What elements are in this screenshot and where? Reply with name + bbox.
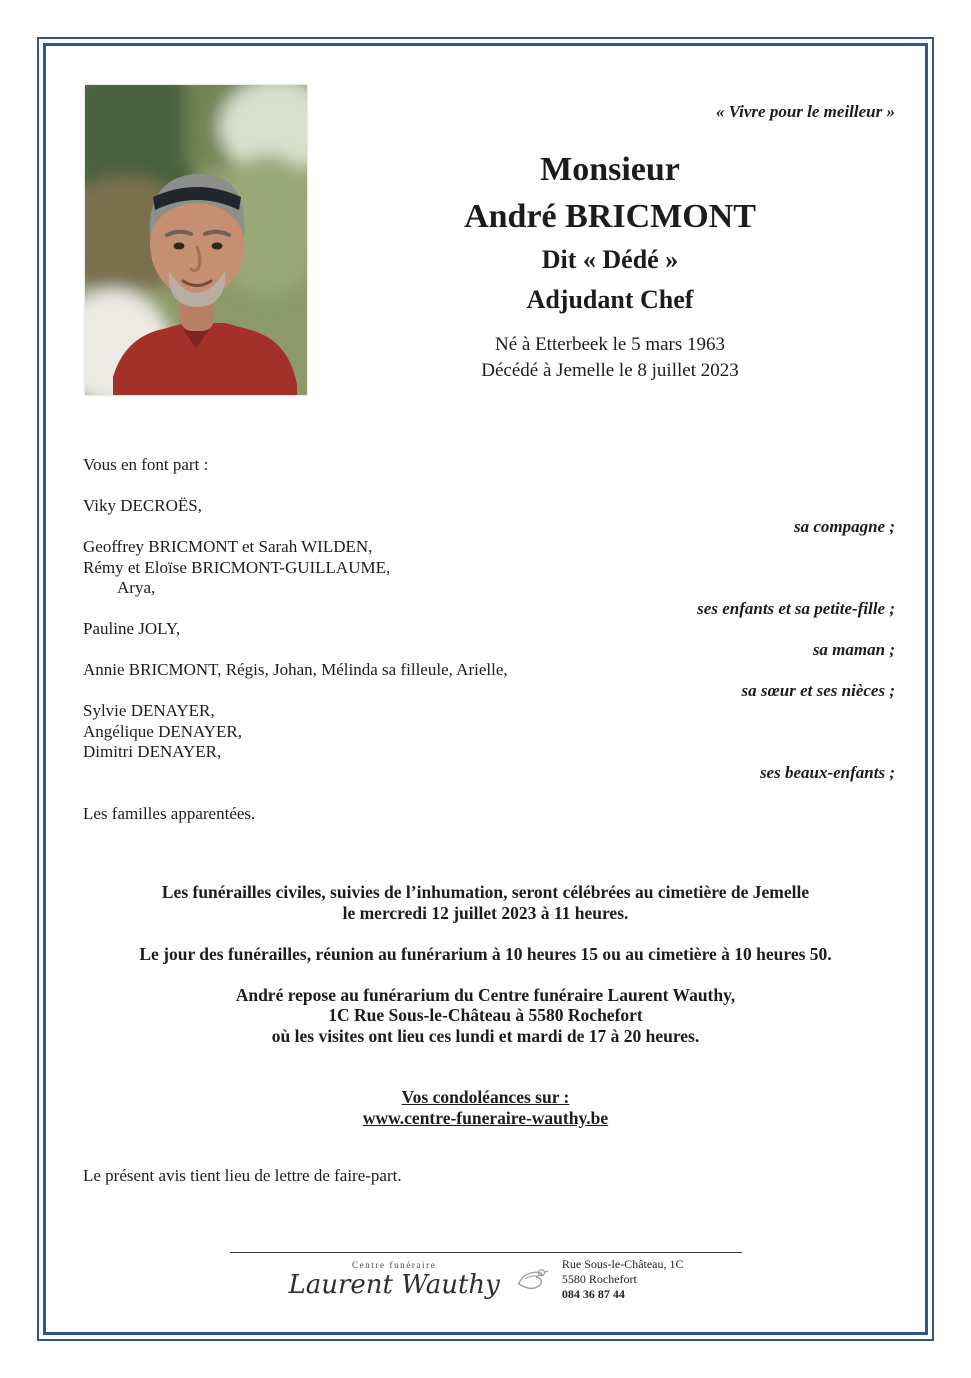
condolences-label: Vos condoléances sur :	[401, 1087, 570, 1107]
repose-line-1: André repose au funérarium du Centre funéraire Laurent Wauthy,	[235, 984, 736, 1005]
memorial-quote: « Vivre pour le meilleur »	[716, 102, 895, 121]
family-member-line: Viky DECROËS,	[83, 496, 202, 515]
funeral-home-address	[562, 1257, 684, 1302]
address-city: 5580 Rochefort	[561, 1272, 637, 1286]
families-closing-line: Les familles apparentées.	[83, 803, 256, 823]
relation-label: ses beaux-enfants ;	[759, 762, 895, 782]
repose-line-3: où les visites ont lieu ces lundi et mardi de 17 à 20 heures.	[271, 1025, 700, 1046]
funeral-home-logo	[288, 1260, 499, 1300]
repose-info	[0, 985, 971, 1047]
deceased-name: André BRICMONT	[464, 198, 756, 235]
dove-icon	[512, 1258, 550, 1301]
deceased-dates	[330, 332, 890, 384]
family-member-line: Pauline JOLY,	[83, 619, 181, 638]
funeral-home-name: Laurent Wauthy	[288, 1269, 500, 1300]
deceased-header	[330, 146, 890, 384]
family-member-line: Angélique DENAYER,	[83, 721, 242, 741]
birth-line: Né à Etterbeek le 5 mars 1963	[494, 334, 726, 355]
footer	[230, 1252, 742, 1302]
announcement-intro: Vous en font part :	[83, 455, 209, 474]
meeting-line: Le jour des funérailles, réunion au funérarium à 10 heures 15 ou au cimetière à 10 heures 50.	[139, 943, 832, 964]
deceased-nickname: Dit « Dédé »	[541, 245, 679, 274]
meeting-info	[0, 944, 971, 965]
funeral-line-1: Les funérailles civiles, suivies de l’inhumation, seront célébrées au cimetière de Jemelle	[161, 882, 810, 902]
ceremony-details	[0, 882, 971, 1149]
deceased-title: Monsieur	[540, 151, 680, 188]
address-street: Rue Sous-le-Château, 1C	[561, 1257, 684, 1271]
relation-label: ses enfants et sa petite-fille ;	[697, 598, 895, 618]
family-member-line: Dimitri DENAYER,	[83, 742, 222, 761]
relation-label: sa compagne ;	[793, 516, 895, 536]
deceased-rank: Adjudant Chef	[526, 285, 694, 314]
family-member-line: Arya,	[117, 578, 156, 597]
family-member-line: Rémy et Eloïse BRICMONT-GUILLAUME,	[83, 557, 391, 577]
family-member-line: Geoffrey BRICMONT et Sarah WILDEN,	[83, 537, 373, 556]
portrait-illustration	[85, 85, 307, 395]
repose-line-2: 1C Rue Sous-le-Château à 5580 Rochefort	[328, 1005, 643, 1025]
relation-label: sa maman ;	[812, 639, 895, 659]
funeral-announcement	[0, 882, 971, 923]
death-line: Décédé à Jemelle le 8 juillet 2023	[481, 360, 739, 381]
family-member-line: Sylvie DENAYER,	[83, 701, 215, 720]
funeral-home-type: Centre funéraire	[352, 1259, 437, 1270]
portrait-photo	[85, 85, 307, 395]
family-announcement	[83, 455, 895, 824]
phone-number: 084 36 87 44	[561, 1287, 625, 1301]
condolences-block	[0, 1087, 971, 1128]
faire-part-notice: Le présent avis tient lieu de lettre de faire-part.	[83, 1166, 402, 1185]
relation-label: sa sœur et ses nièces ;	[741, 680, 895, 700]
funeral-line-2: le mercredi 12 juillet 2023 à 11 heures.	[342, 902, 629, 923]
condolences-url-link[interactable]: www.centre-funeraire-wauthy.be	[362, 1107, 609, 1128]
family-member-line: Annie BRICMONT, Régis, Johan, Mélinda sa filleule, Arielle,	[83, 660, 508, 679]
